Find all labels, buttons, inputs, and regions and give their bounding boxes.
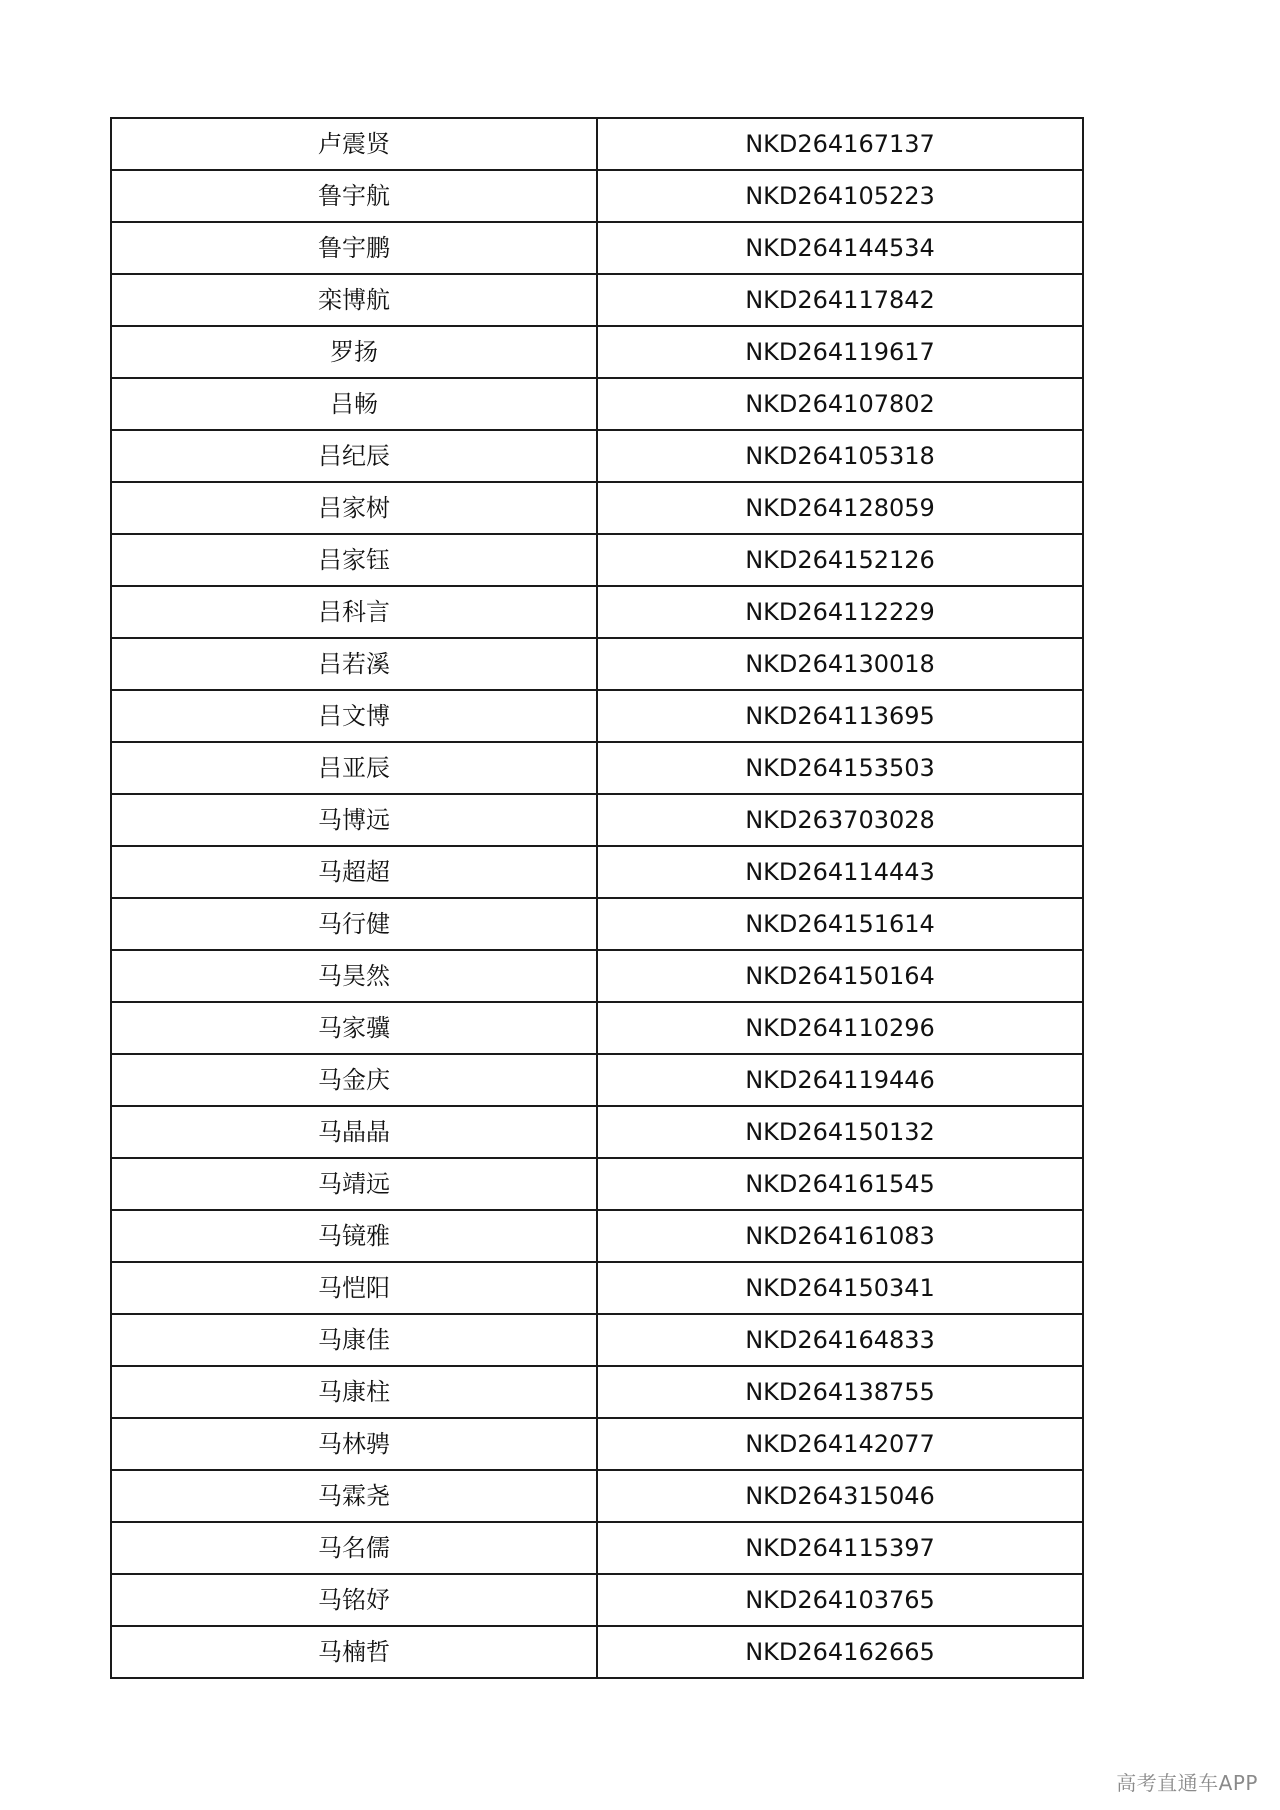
exam-id-cell: NKD264161083 — [597, 1210, 1083, 1262]
exam-id-cell: NKD264105318 — [597, 430, 1083, 482]
table-row — [111, 1158, 1083, 1210]
exam-id-cell: NKD264162665 — [597, 1626, 1083, 1678]
table-row — [111, 638, 1083, 690]
student-name-cell: 罗扬 — [111, 326, 597, 378]
exam-id-cell: NKD264105223 — [597, 170, 1083, 222]
exam-id-cell: NKD264103765 — [597, 1574, 1083, 1626]
table-row — [111, 378, 1083, 430]
exam-id-cell: NKD264130018 — [597, 638, 1083, 690]
table-row — [111, 118, 1083, 170]
student-name-cell: 马林骋 — [111, 1418, 597, 1470]
student-name-cell: 栾博航 — [111, 274, 597, 326]
student-name-cell: 吕家树 — [111, 482, 597, 534]
student-name-cell: 马铭妤 — [111, 1574, 597, 1626]
exam-id-cell: NKD264144534 — [597, 222, 1083, 274]
student-name-cell: 马名儒 — [111, 1522, 597, 1574]
student-name-cell: 马康佳 — [111, 1314, 597, 1366]
table-row — [111, 1418, 1083, 1470]
student-name-cell: 马霖尧 — [111, 1470, 597, 1522]
exam-id-cell: NKD264138755 — [597, 1366, 1083, 1418]
student-name-cell: 马靖远 — [111, 1158, 597, 1210]
student-name-cell: 吕畅 — [111, 378, 597, 430]
student-name-cell: 吕家钰 — [111, 534, 597, 586]
student-name-cell: 吕科言 — [111, 586, 597, 638]
exam-id-cell: NKD264110296 — [597, 1002, 1083, 1054]
student-name-cell: 马康柱 — [111, 1366, 597, 1418]
exam-id-cell: NKD264315046 — [597, 1470, 1083, 1522]
table-row — [111, 586, 1083, 638]
table-row — [111, 1626, 1083, 1678]
exam-id-cell: NKD264117842 — [597, 274, 1083, 326]
table-row — [111, 1262, 1083, 1314]
table-row — [111, 534, 1083, 586]
student-name-cell: 马楠哲 — [111, 1626, 597, 1678]
table-row — [111, 1002, 1083, 1054]
table-row — [111, 170, 1083, 222]
exam-id-cell: NKD264112229 — [597, 586, 1083, 638]
table-row — [111, 482, 1083, 534]
table-row — [111, 898, 1083, 950]
student-name-cell: 吕纪辰 — [111, 430, 597, 482]
student-name-cell: 鲁宇鹏 — [111, 222, 597, 274]
exam-id-cell: NKD264150164 — [597, 950, 1083, 1002]
exam-id-cell: NKD264150341 — [597, 1262, 1083, 1314]
student-name-cell: 鲁宇航 — [111, 170, 597, 222]
student-name-cell: 马家骥 — [111, 1002, 597, 1054]
student-name-cell: 马昊然 — [111, 950, 597, 1002]
exam-id-cell: NKD264119446 — [597, 1054, 1083, 1106]
exam-id-cell: NKD264128059 — [597, 482, 1083, 534]
table-row — [111, 326, 1083, 378]
student-name-cell: 马金庆 — [111, 1054, 597, 1106]
table-row — [111, 222, 1083, 274]
student-name-cell: 马晶晶 — [111, 1106, 597, 1158]
exam-id-cell: NKD264115397 — [597, 1522, 1083, 1574]
exam-id-cell: NKD264114443 — [597, 846, 1083, 898]
exam-id-cell: NKD264113695 — [597, 690, 1083, 742]
table-row — [111, 1470, 1083, 1522]
exam-id-cell: NKD264107802 — [597, 378, 1083, 430]
table-row — [111, 846, 1083, 898]
table-row — [111, 1054, 1083, 1106]
table-row — [111, 690, 1083, 742]
student-name-cell: 卢震贤 — [111, 118, 597, 170]
table-row — [111, 950, 1083, 1002]
student-name-cell: 马恺阳 — [111, 1262, 597, 1314]
roster-sheet — [110, 117, 1080, 1679]
table-row — [111, 1106, 1083, 1158]
roster-table — [110, 117, 1084, 1679]
student-name-cell: 马超超 — [111, 846, 597, 898]
student-name-cell: 吕亚辰 — [111, 742, 597, 794]
table-row — [111, 1574, 1083, 1626]
exam-id-cell: NKD264152126 — [597, 534, 1083, 586]
exam-id-cell: NKD264161545 — [597, 1158, 1083, 1210]
exam-id-cell: NKD264142077 — [597, 1418, 1083, 1470]
table-row — [111, 742, 1083, 794]
exam-id-cell: NKD264167137 — [597, 118, 1083, 170]
student-name-cell: 马博远 — [111, 794, 597, 846]
table-row — [111, 430, 1083, 482]
exam-id-cell: NKD264119617 — [597, 326, 1083, 378]
table-row — [111, 274, 1083, 326]
table-row — [111, 1522, 1083, 1574]
student-name-cell: 马镜雅 — [111, 1210, 597, 1262]
table-row — [111, 1210, 1083, 1262]
table-row — [111, 1366, 1083, 1418]
exam-id-cell: NKD264164833 — [597, 1314, 1083, 1366]
watermark: 高考直通车APP — [1116, 1771, 1258, 1795]
student-name-cell: 吕若溪 — [111, 638, 597, 690]
roster-table-body — [111, 118, 1083, 1678]
exam-id-cell: NKD264150132 — [597, 1106, 1083, 1158]
exam-id-cell: NKD263703028 — [597, 794, 1083, 846]
student-name-cell: 吕文博 — [111, 690, 597, 742]
table-row — [111, 1314, 1083, 1366]
exam-id-cell: NKD264153503 — [597, 742, 1083, 794]
student-name-cell: 马行健 — [111, 898, 597, 950]
table-row — [111, 794, 1083, 846]
exam-id-cell: NKD264151614 — [597, 898, 1083, 950]
